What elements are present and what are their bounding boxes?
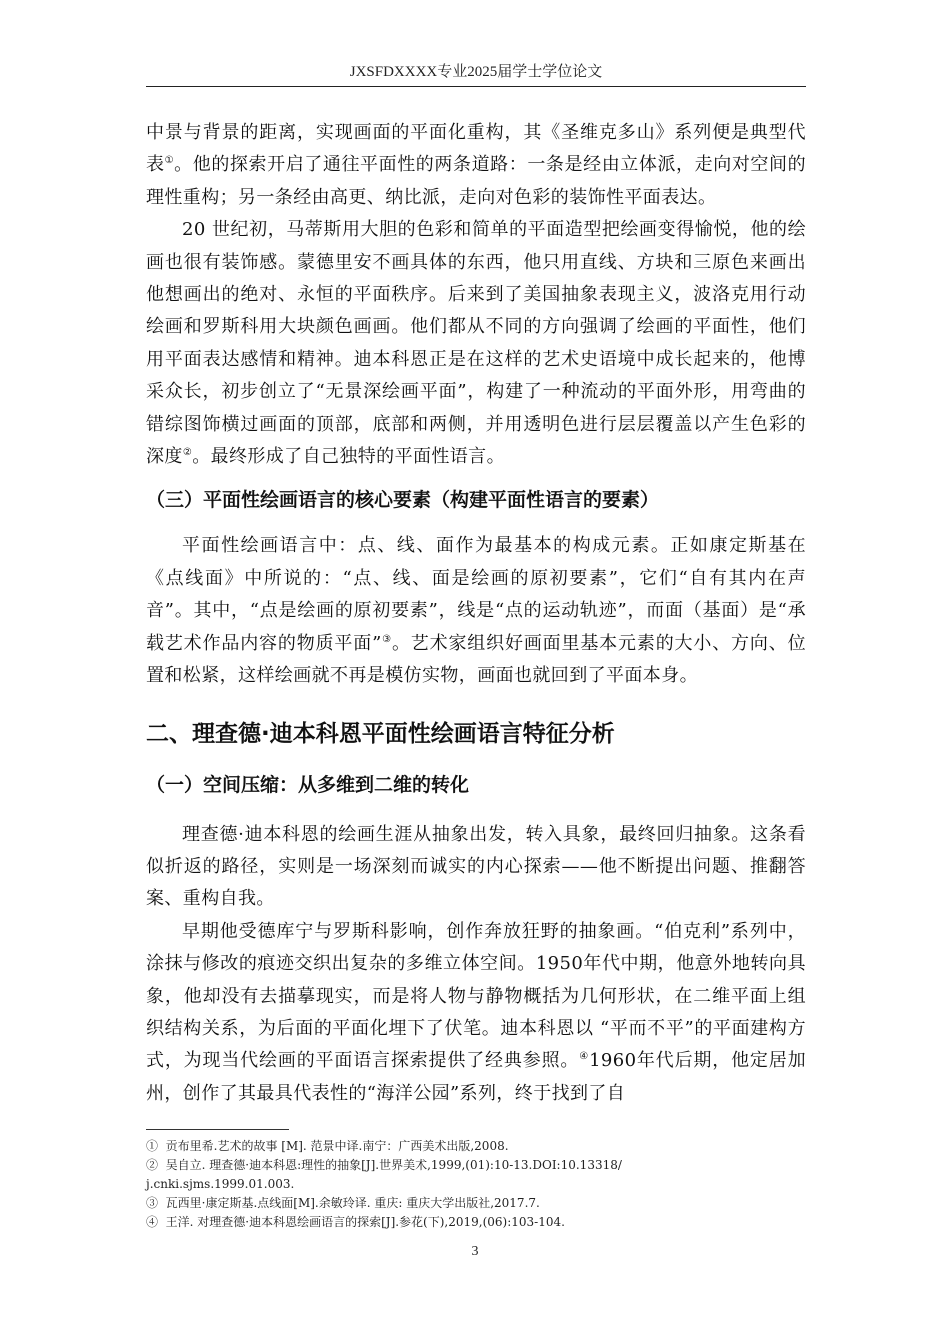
footnote-2-continued: j.cnki.sjms.1999.01.003. xyxy=(146,1177,295,1191)
footnote-4: ④ 王洋. 对理查德·迪本科恩绘画语言的探索[J].参花(下),2019,(06):103-104. xyxy=(146,1215,565,1229)
footnote-ref-2[interactable]: ② xyxy=(182,447,193,459)
footnote-3: ③ 瓦西里·康定斯基.点线面[M].余敏玲译. 重庆: 重庆大学出版社,2017.7. xyxy=(146,1196,540,1210)
footnote-separator xyxy=(146,1129,289,1130)
body-text xyxy=(146,117,806,1110)
footnote-ref-1[interactable]: ① xyxy=(164,155,175,167)
header-rule xyxy=(146,86,806,87)
paragraph-career: 理查德·迪本科恩的绘画生涯从抽象出发，转入具象，最终回归抽象。这条看似折返的路径，实则是一场深刻而诚实的内心探索——他不断提出问题、推翻答案、重构自我。 xyxy=(146,823,806,910)
subheading-core-elements: （三）平面性绘画语言的核心要素（构建平面性语言的要素） xyxy=(146,489,660,512)
paragraph-cezanne: 中景与背景的距离，实现画面的平面化重构，其《圣维克多山》系列便是典型代表①。他的探索开启了通往平面性的两条道路：一条是经由立体派，走向对空间的理性重构；另一条经由高更、纳比派，走向对色彩的装饰性平面表达。 xyxy=(146,122,806,208)
paragraph-point-line-plane: 平面性绘画语言中：点、线、面作为最基本的构成元素。正如康定斯基在《点线面》中所说的：“点、线、面是绘画的原初要素”，它们“自有其内在声音”。其中，“点是绘画的原初要素”，线是“点的运动轨迹”，而面（基面）是“承载艺术作品内容的物质平面”③。艺术家组织好画面里基本元素的大小、方向、位置和松紧，这样绘画就不再是模仿实物，画面也就回到了平面本身。 xyxy=(146,535,806,687)
subheading-space-compression: （一）空间压缩：从多维到二维的转化 xyxy=(146,773,470,796)
footnote-ref-3[interactable]: ③ xyxy=(381,633,392,645)
paragraph-20th-century: 20 世纪初，马蒂斯用大胆的色彩和简单的平面造型把绘画变得愉悦，他的绘画也很有装饰感。蒙德里安不画具体的东西，他只用直线、方块和三原色来画出他想画出的绝对、永恒的平面秩序。后来到了美国抽象表现主义，波洛克用行动绘画和罗斯科用大块颜色画画。他们都从不同的方向强调了绘画的平面性，他们用平面表达感情和精神。迪本科恩正是在这样的艺术史语境中成长起来的，他博采众长，初步创立了“无景深绘画平面”，构建了一种流动的平面外形，用弯曲的错综图饰横过画面的顶部，底部和两侧，并用透明色进行层层覆盖以产生色彩的深度②。最终形成了自己独特的平面性语言。 xyxy=(146,219,806,468)
footnote-2: ② 吴自立. 理查德·迪本科恩:理性的抽象[J].世界美术,1999,(01):10-13.DOI:10.13318/ xyxy=(146,1158,622,1172)
footnotes xyxy=(146,1137,806,1232)
footnote-ref-4[interactable]: ④ xyxy=(579,1051,590,1063)
footnote-1: ① 贡布里希.艺术的故事 [M]. 范景中译.南宁：广西美术出版,2008. xyxy=(146,1139,509,1153)
running-header: JXSFDXXXX专业2025届学士学位论文 xyxy=(349,64,603,80)
section-heading-2: 二、理查德·迪本科恩平面性绘画语言特征分析 xyxy=(146,720,615,747)
paragraph-early-period: 早期他受德库宁与罗斯科影响，创作奔放狂野的抽象画。“伯克利”系列中，涂抹与修改的痕迹交织出复杂的多维立体空间。1950年代中期，他意外地转向具象，他却没有去描摹现实，而是将人物与静物概括为几何形状，在二维平面上组织结构关系，为后面的平面化埋下了伏笔。迪本科恩以 “平而不平”的平面建构方式，为现当代绘画的平面语言探索提供了经典参照。④1960年代后期，他定居加州，创作了其最具代表性的“海洋公园”系列，终于找到了自 xyxy=(146,920,806,1104)
page-number: 3 xyxy=(471,1244,479,1259)
